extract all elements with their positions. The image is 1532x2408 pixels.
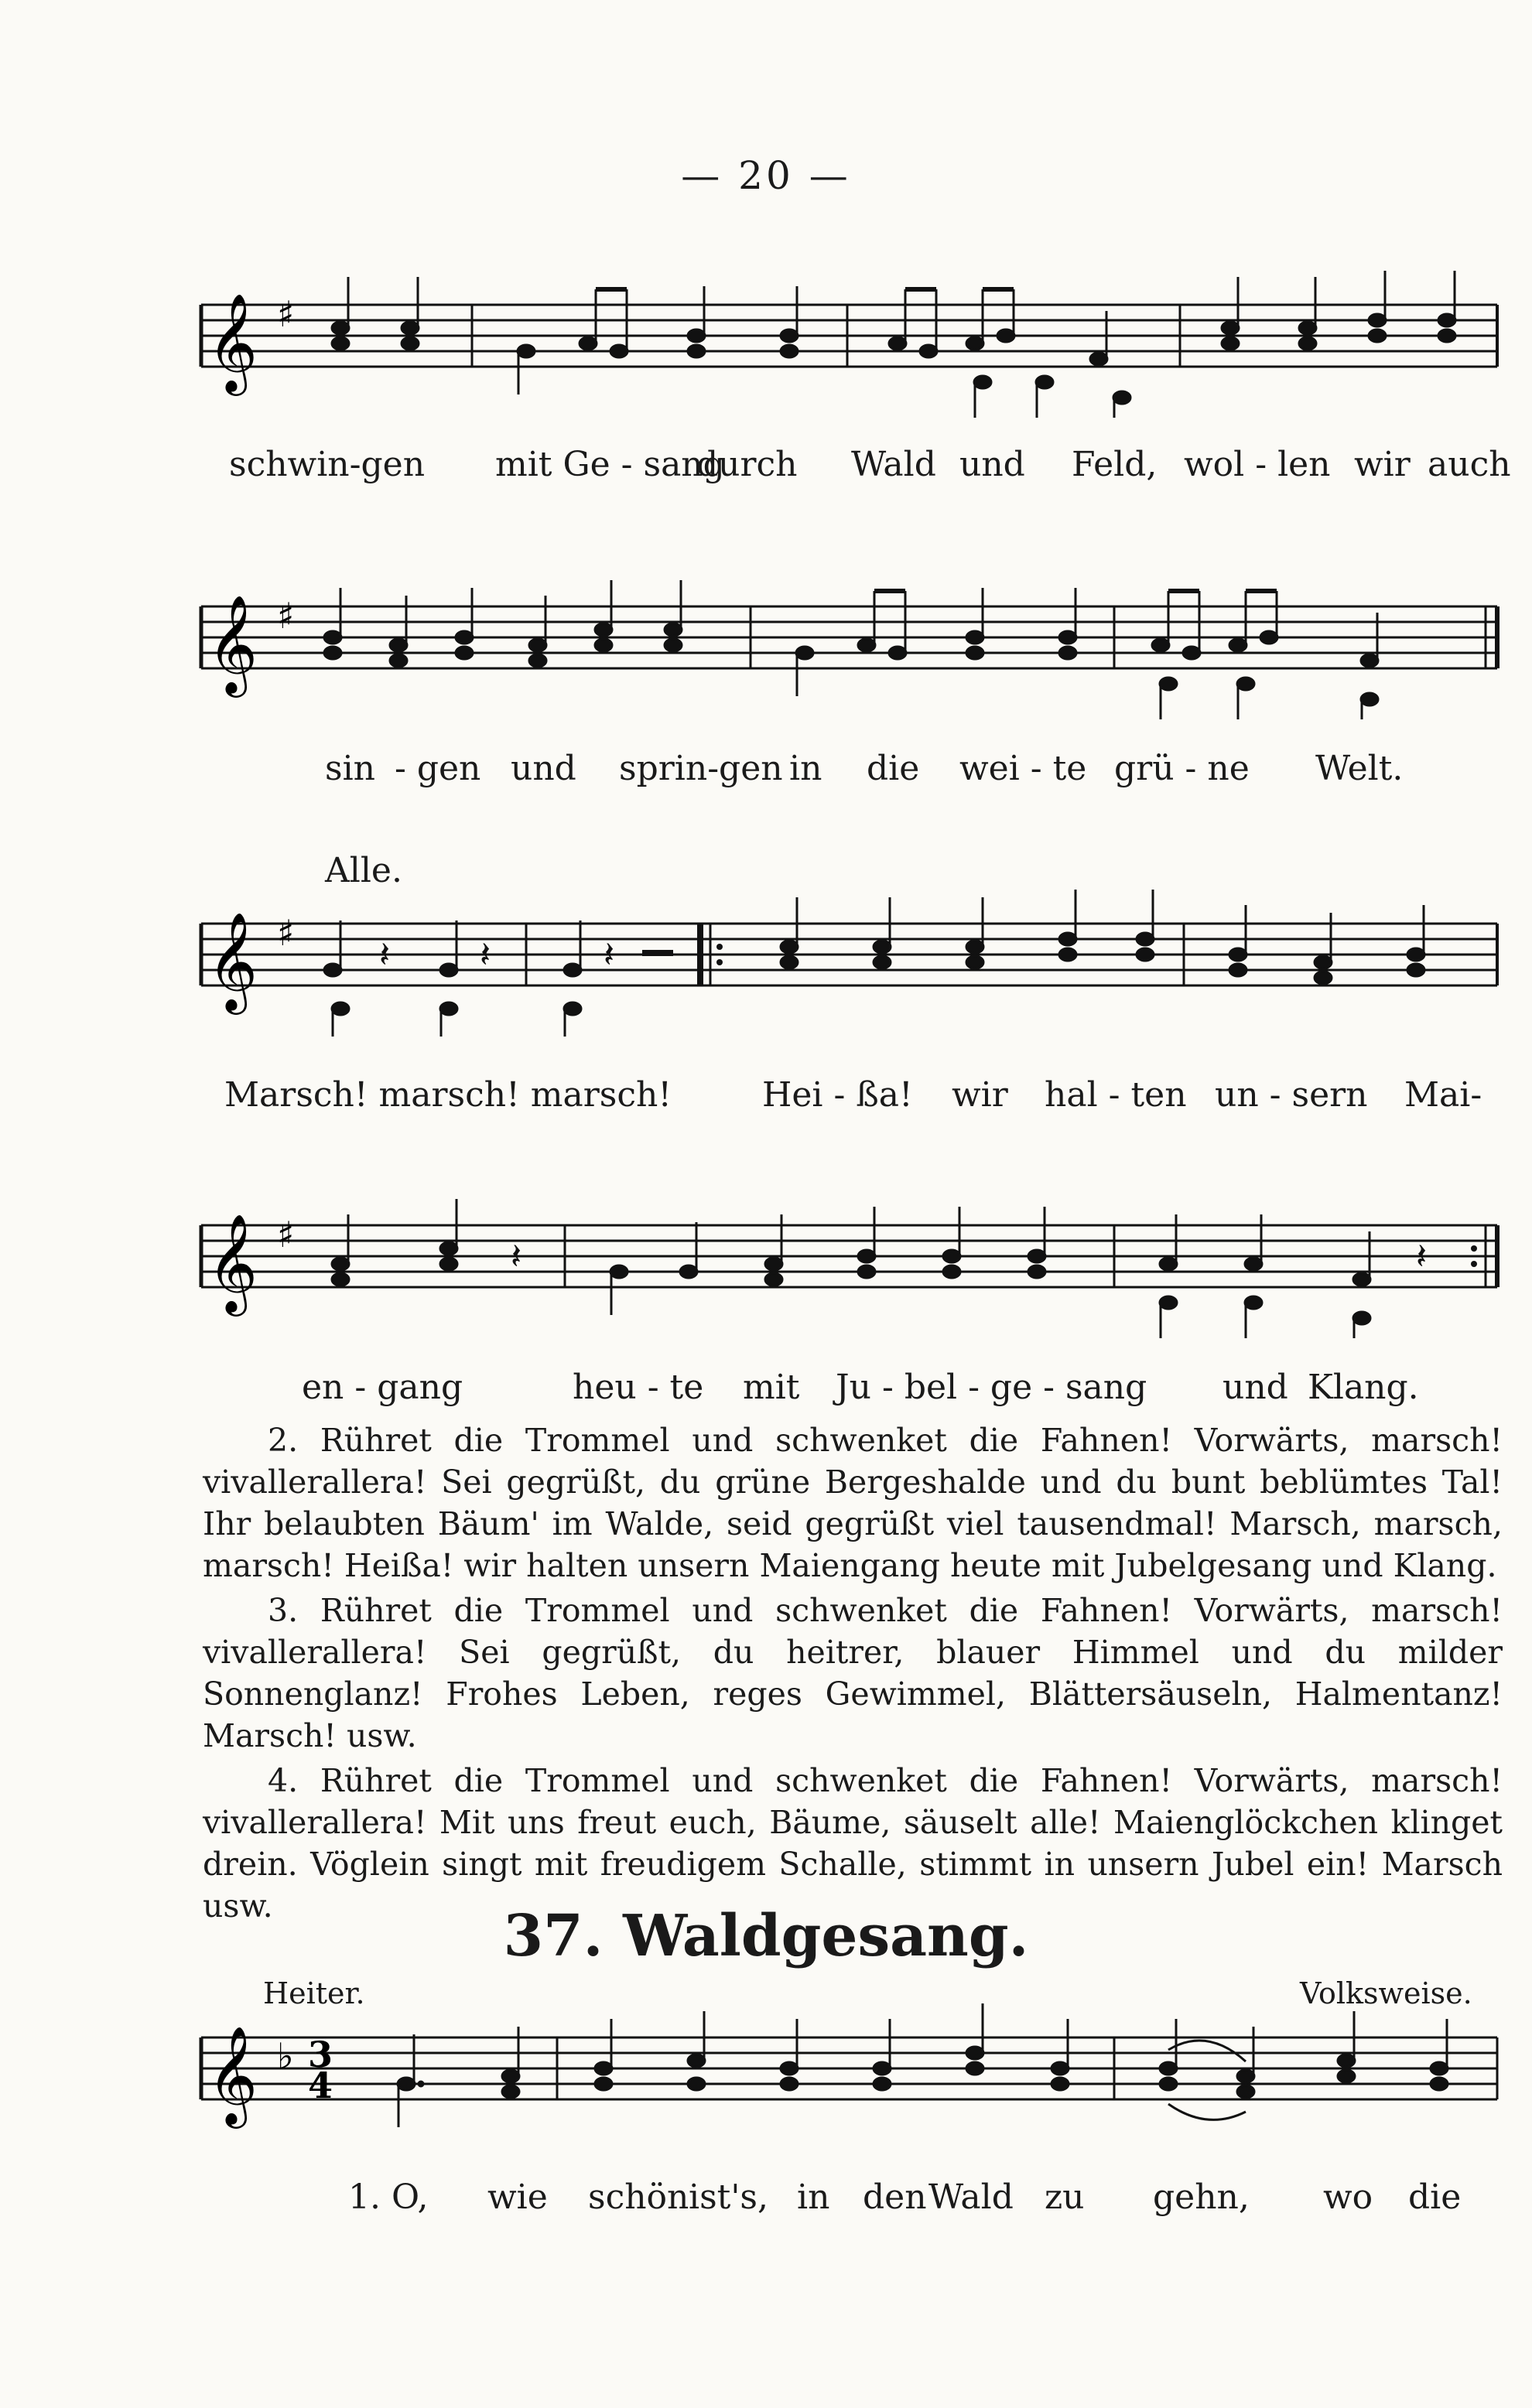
verse-2: 2. Rühret die Trommel und schwenket die Fahnen! Vorwärts, marsch! vivallerallera! Sei gegrüßt, du grüne Bergeshalde und du bunt beblümtes Tal! Ihr belaubten Bäum' im Walde, seid gegrüßt viel tausendmal! Marsch, marsch, marsch! Heißa! wir halten unsern Maiengang heute mit Jubelgesang und Klang. <box>203 1422 1503 1584</box>
lyric-syllable: Feld, <box>1072 445 1158 484</box>
lyric-syllable: mit <box>743 1368 800 1407</box>
music-system-4 <box>186 1176 1501 1338</box>
lyric-syllable: Marsch! marsch! marsch! <box>224 1075 672 1115</box>
lyric-syllable: sprin-gen <box>619 749 783 788</box>
svg-text:♯: ♯ <box>277 293 295 335</box>
lyric-syllable: in <box>797 2177 830 2217</box>
music-system-5 <box>186 1988 1501 2143</box>
lyric-syllable: Klang. <box>1308 1368 1419 1407</box>
svg-text:𝄞: 𝄞 <box>207 911 258 1010</box>
staff-3 <box>186 874 1501 1037</box>
performance-marking: Alle. <box>325 851 402 890</box>
music-system-3 <box>186 874 1501 1037</box>
lyric-syllable: die <box>1408 2177 1462 2217</box>
svg-text:♯: ♯ <box>277 595 295 637</box>
lyric-syllable: Hei - ßa! <box>762 1075 913 1115</box>
lyric-syllable: den <box>863 2177 927 2217</box>
lyric-syllable: sin <box>325 749 375 788</box>
svg-text:𝄞: 𝄞 <box>207 594 258 693</box>
lyric-syllable: und <box>511 749 576 788</box>
lyric-syllable: schön <box>588 2177 689 2217</box>
lyric-syllable: - gen <box>395 749 481 788</box>
lyric-syllable: heu - te <box>573 1368 704 1407</box>
lyric-syllable: gehn, <box>1153 2177 1250 2217</box>
lyric-syllable: in <box>789 749 822 788</box>
lyric-syllable: auch <box>1428 445 1511 484</box>
lyric-syllable: und <box>1223 1368 1288 1407</box>
time-signature-bottom: 4 <box>308 2065 333 2106</box>
svg-text:𝄽: 𝄽 <box>604 934 615 975</box>
lyric-syllable: die <box>867 749 920 788</box>
lyric-syllable: und <box>959 445 1025 484</box>
source-attribution: Volksweise. <box>1300 1976 1472 2010</box>
svg-text:♭: ♭ <box>277 2035 294 2077</box>
lyric-syllable: wir <box>1354 445 1411 484</box>
lyric-syllable: wo <box>1323 2177 1373 2217</box>
lyric-syllable: mit Ge - sang <box>495 445 725 484</box>
music-system-2 <box>186 557 1501 719</box>
verses-block <box>203 1419 1503 1930</box>
svg-text:𝄞: 𝄞 <box>207 2025 258 2124</box>
lyric-syllable: Ju - bel - ge - sang <box>836 1368 1147 1407</box>
song-title: 37. Waldgesang. <box>503 1903 1029 1969</box>
svg-text:𝄽: 𝄽 <box>511 1235 522 1277</box>
lyric-syllable: wol - len <box>1184 445 1331 484</box>
lyric-syllable: Wald <box>928 2177 1014 2217</box>
svg-text:𝄞: 𝄞 <box>207 292 258 391</box>
music-system-1 <box>186 255 1501 418</box>
lyric-syllable: hal - ten <box>1045 1075 1187 1115</box>
staff-1 <box>186 255 1501 418</box>
svg-text:𝄽: 𝄽 <box>379 934 391 975</box>
lyric-syllable: en - gang <box>302 1368 463 1407</box>
lyric-syllable: Welt. <box>1315 749 1404 788</box>
tempo-marking: Heiter. <box>263 1976 365 2010</box>
svg-text:♯: ♯ <box>277 1214 295 1255</box>
staff-4 <box>186 1176 1501 1338</box>
lyric-syllable: un - sern <box>1215 1075 1368 1115</box>
lyric-syllable: durch <box>696 445 798 484</box>
verse-3: 3. Rühret die Trommel und schwenket die Fahnen! Vorwärts, marsch! vivallerallera! Sei gegrüßt, du heitrer, blauer Himmel und du milder Sonnenglanz! Frohes Leben, reges Gewimmel, Blättersäuseln, Halmentanz! Marsch! usw. <box>203 1592 1503 1754</box>
lyric-syllable: wei - te <box>959 749 1087 788</box>
lyric-syllable: Mai- <box>1404 1075 1482 1115</box>
lyric-syllable: wie <box>487 2177 548 2217</box>
lyric-syllable: ist's, <box>689 2177 768 2217</box>
page-number: — 20 — <box>681 153 851 198</box>
svg-text:♯: ♯ <box>277 912 295 954</box>
svg-text:𝄞: 𝄞 <box>207 1213 258 1312</box>
verse-4: 4. Rühret die Trommel und schwenket die Fahnen! Vorwärts, marsch! vivallerallera! Mit uns freut euch, Bäume, säuselt alle! Maienglöckchen klinget drein. Vöglein singt mit freudigem Schalle, stimmt in unsern Jubel ein! Marsch usw. <box>203 1762 1503 1925</box>
lyric-syllable: wir <box>952 1075 1008 1115</box>
svg-text:𝄽: 𝄽 <box>480 934 491 975</box>
staff-2 <box>186 557 1501 719</box>
staff-5 <box>186 1988 1501 2143</box>
lyric-syllable: schwin-gen <box>229 445 426 484</box>
lyric-syllable: grü - ne <box>1114 749 1250 788</box>
svg-text:𝄽: 𝄽 <box>1416 1235 1428 1277</box>
lyric-syllable: Wald <box>851 445 936 484</box>
time-signature-top: 3 <box>308 2034 333 2075</box>
lyric-syllable: zu <box>1045 2177 1085 2217</box>
lyric-syllable: 1. O, <box>348 2177 429 2217</box>
